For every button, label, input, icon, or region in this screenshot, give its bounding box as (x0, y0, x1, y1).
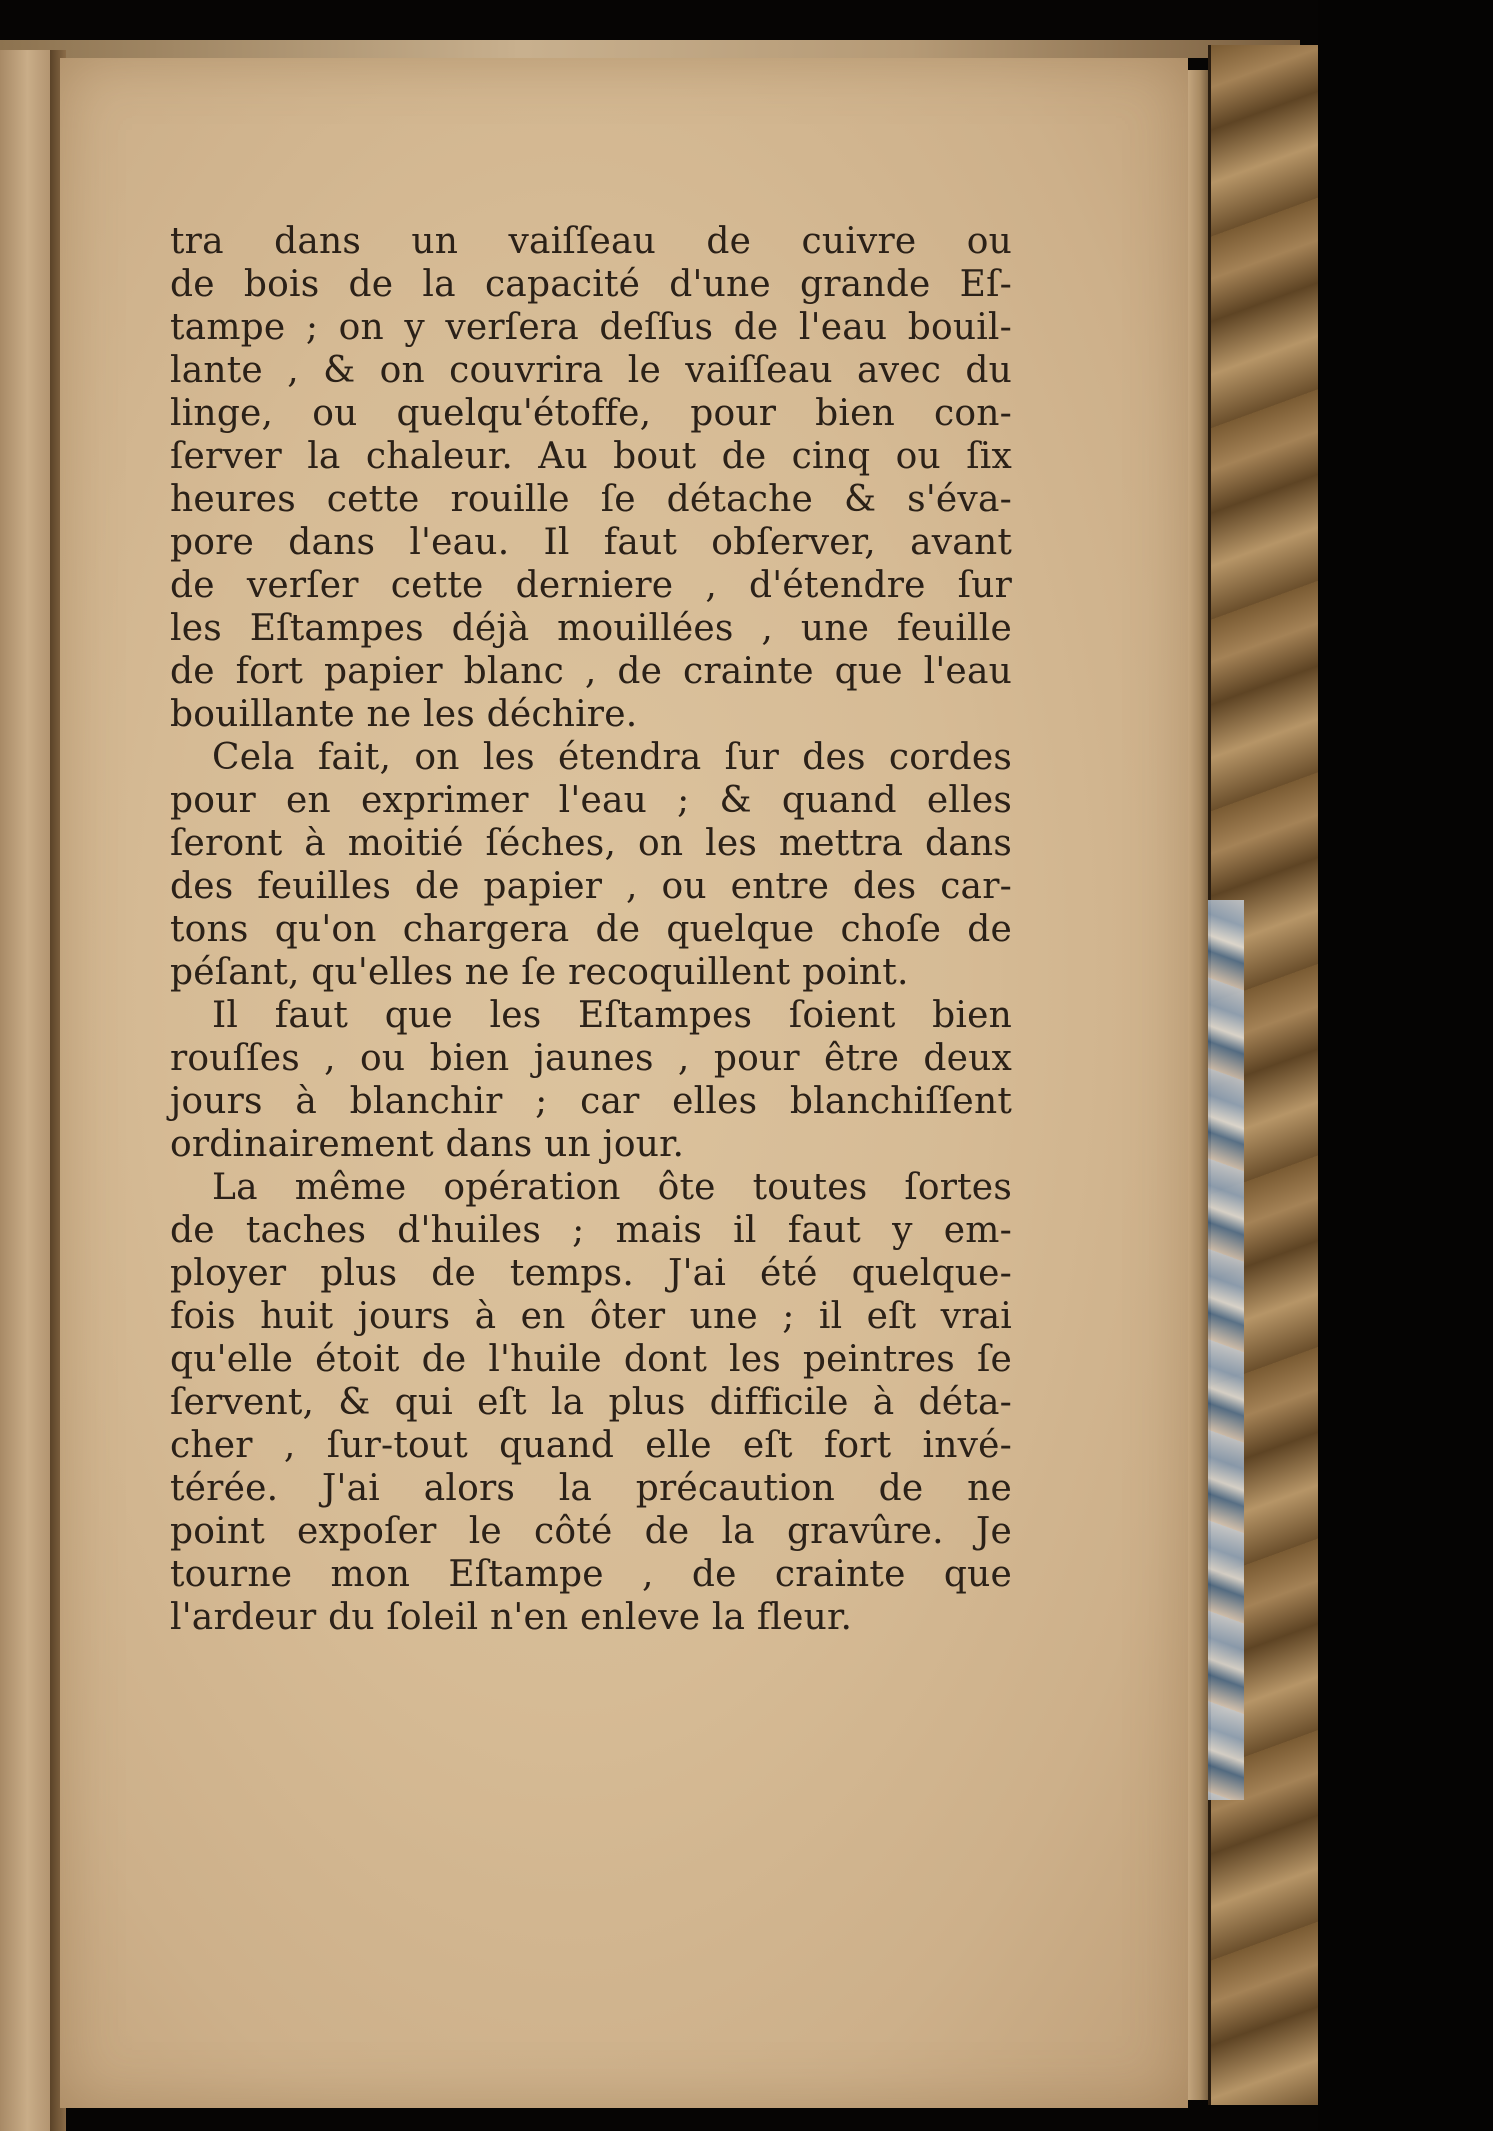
cover-top-edge (0, 40, 1300, 58)
text-line: de verſer cette derniere , d'étendre ſur (170, 565, 1012, 606)
text-line: tampe ; on y verſera deſſus de l'eau bouil- (170, 307, 1012, 348)
text-line: ordinairement dans un jour. (170, 1124, 685, 1165)
text-line: pour en exprimer l'eau ; & quand elles (170, 780, 1012, 821)
text-line: tourne mon Eſtampe , de crainte que (170, 1554, 1012, 1595)
background-edge (1318, 0, 1493, 2131)
text-line: de fort papier blanc , de crainte que l'eau (170, 651, 1012, 692)
text-line: ſervent, & qui eſt la plus difficile à déta- (170, 1382, 1012, 1423)
text-line: l'ardeur du ſoleil n'en enleve la fleur. (170, 1597, 853, 1638)
text-line: des feuilles de papier , ou entre des car- (170, 866, 1012, 907)
facing-page-edge (0, 50, 52, 2131)
marbled-paper-strip (1208, 900, 1244, 1800)
text-line: de taches d'huiles ; mais il faut y em- (170, 1210, 1012, 1251)
text-line: point expoſer le côté de la gravûre. Je (170, 1511, 1012, 1552)
text-line: pore dans l'eau. Il faut obſerver, avant (170, 522, 1012, 563)
text-line: fois huit jours à en ôter une ; il eſt vrai (170, 1296, 1012, 1337)
text-line: Cela fait, on les étendra ſur des cordes (212, 737, 1012, 778)
page-stack-edge (1188, 70, 1208, 2100)
text-line: qu'elle étoit de l'huile dont les peintres ſe (170, 1339, 1012, 1380)
text-line: lante , & on couvrira le vaiſſeau avec du (170, 350, 1012, 391)
page-text (170, 220, 1012, 1639)
text-line: rouſſes , ou bien jaunes , pour être deux (170, 1038, 1012, 1079)
text-line: jours à blanchir ; car elles blanchiſſent (170, 1081, 1012, 1122)
text-line: ſerver la chaleur. Au bout de cinq ou ſix (170, 436, 1012, 477)
text-line: La même opération ôte toutes ſortes (212, 1167, 1012, 1208)
text-line: Il faut que les Eſtampes ſoient bien (212, 995, 1012, 1036)
text-line: ployer plus de temps. J'ai été quelque- (170, 1253, 1012, 1294)
text-line: de bois de la capacité d'une grande Eſ- (170, 264, 1012, 305)
text-line: térée. J'ai alors la précaution de ne (170, 1468, 1012, 1509)
text-line: les Eſtampes déjà mouillées , une feuille (170, 608, 1012, 649)
text-line: heures cette rouille ſe détache & s'éva- (170, 479, 1012, 520)
text-line: péſant, qu'elles ne ſe recoquillent point. (170, 952, 909, 993)
text-line: bouillante ne les déchire. (170, 694, 638, 735)
text-line: cher , ſur-tout quand elle eſt fort invé- (170, 1425, 1012, 1466)
text-line: tra dans un vaiſſeau de cuivre ou (170, 221, 1012, 262)
text-line: linge, ou quelqu'étoffe, pour bien con- (170, 393, 1012, 434)
text-line: ſeront à moitié ſéches, on les mettra dans (170, 823, 1012, 864)
text-line: tons qu'on chargera de quelque choſe de (170, 909, 1012, 950)
